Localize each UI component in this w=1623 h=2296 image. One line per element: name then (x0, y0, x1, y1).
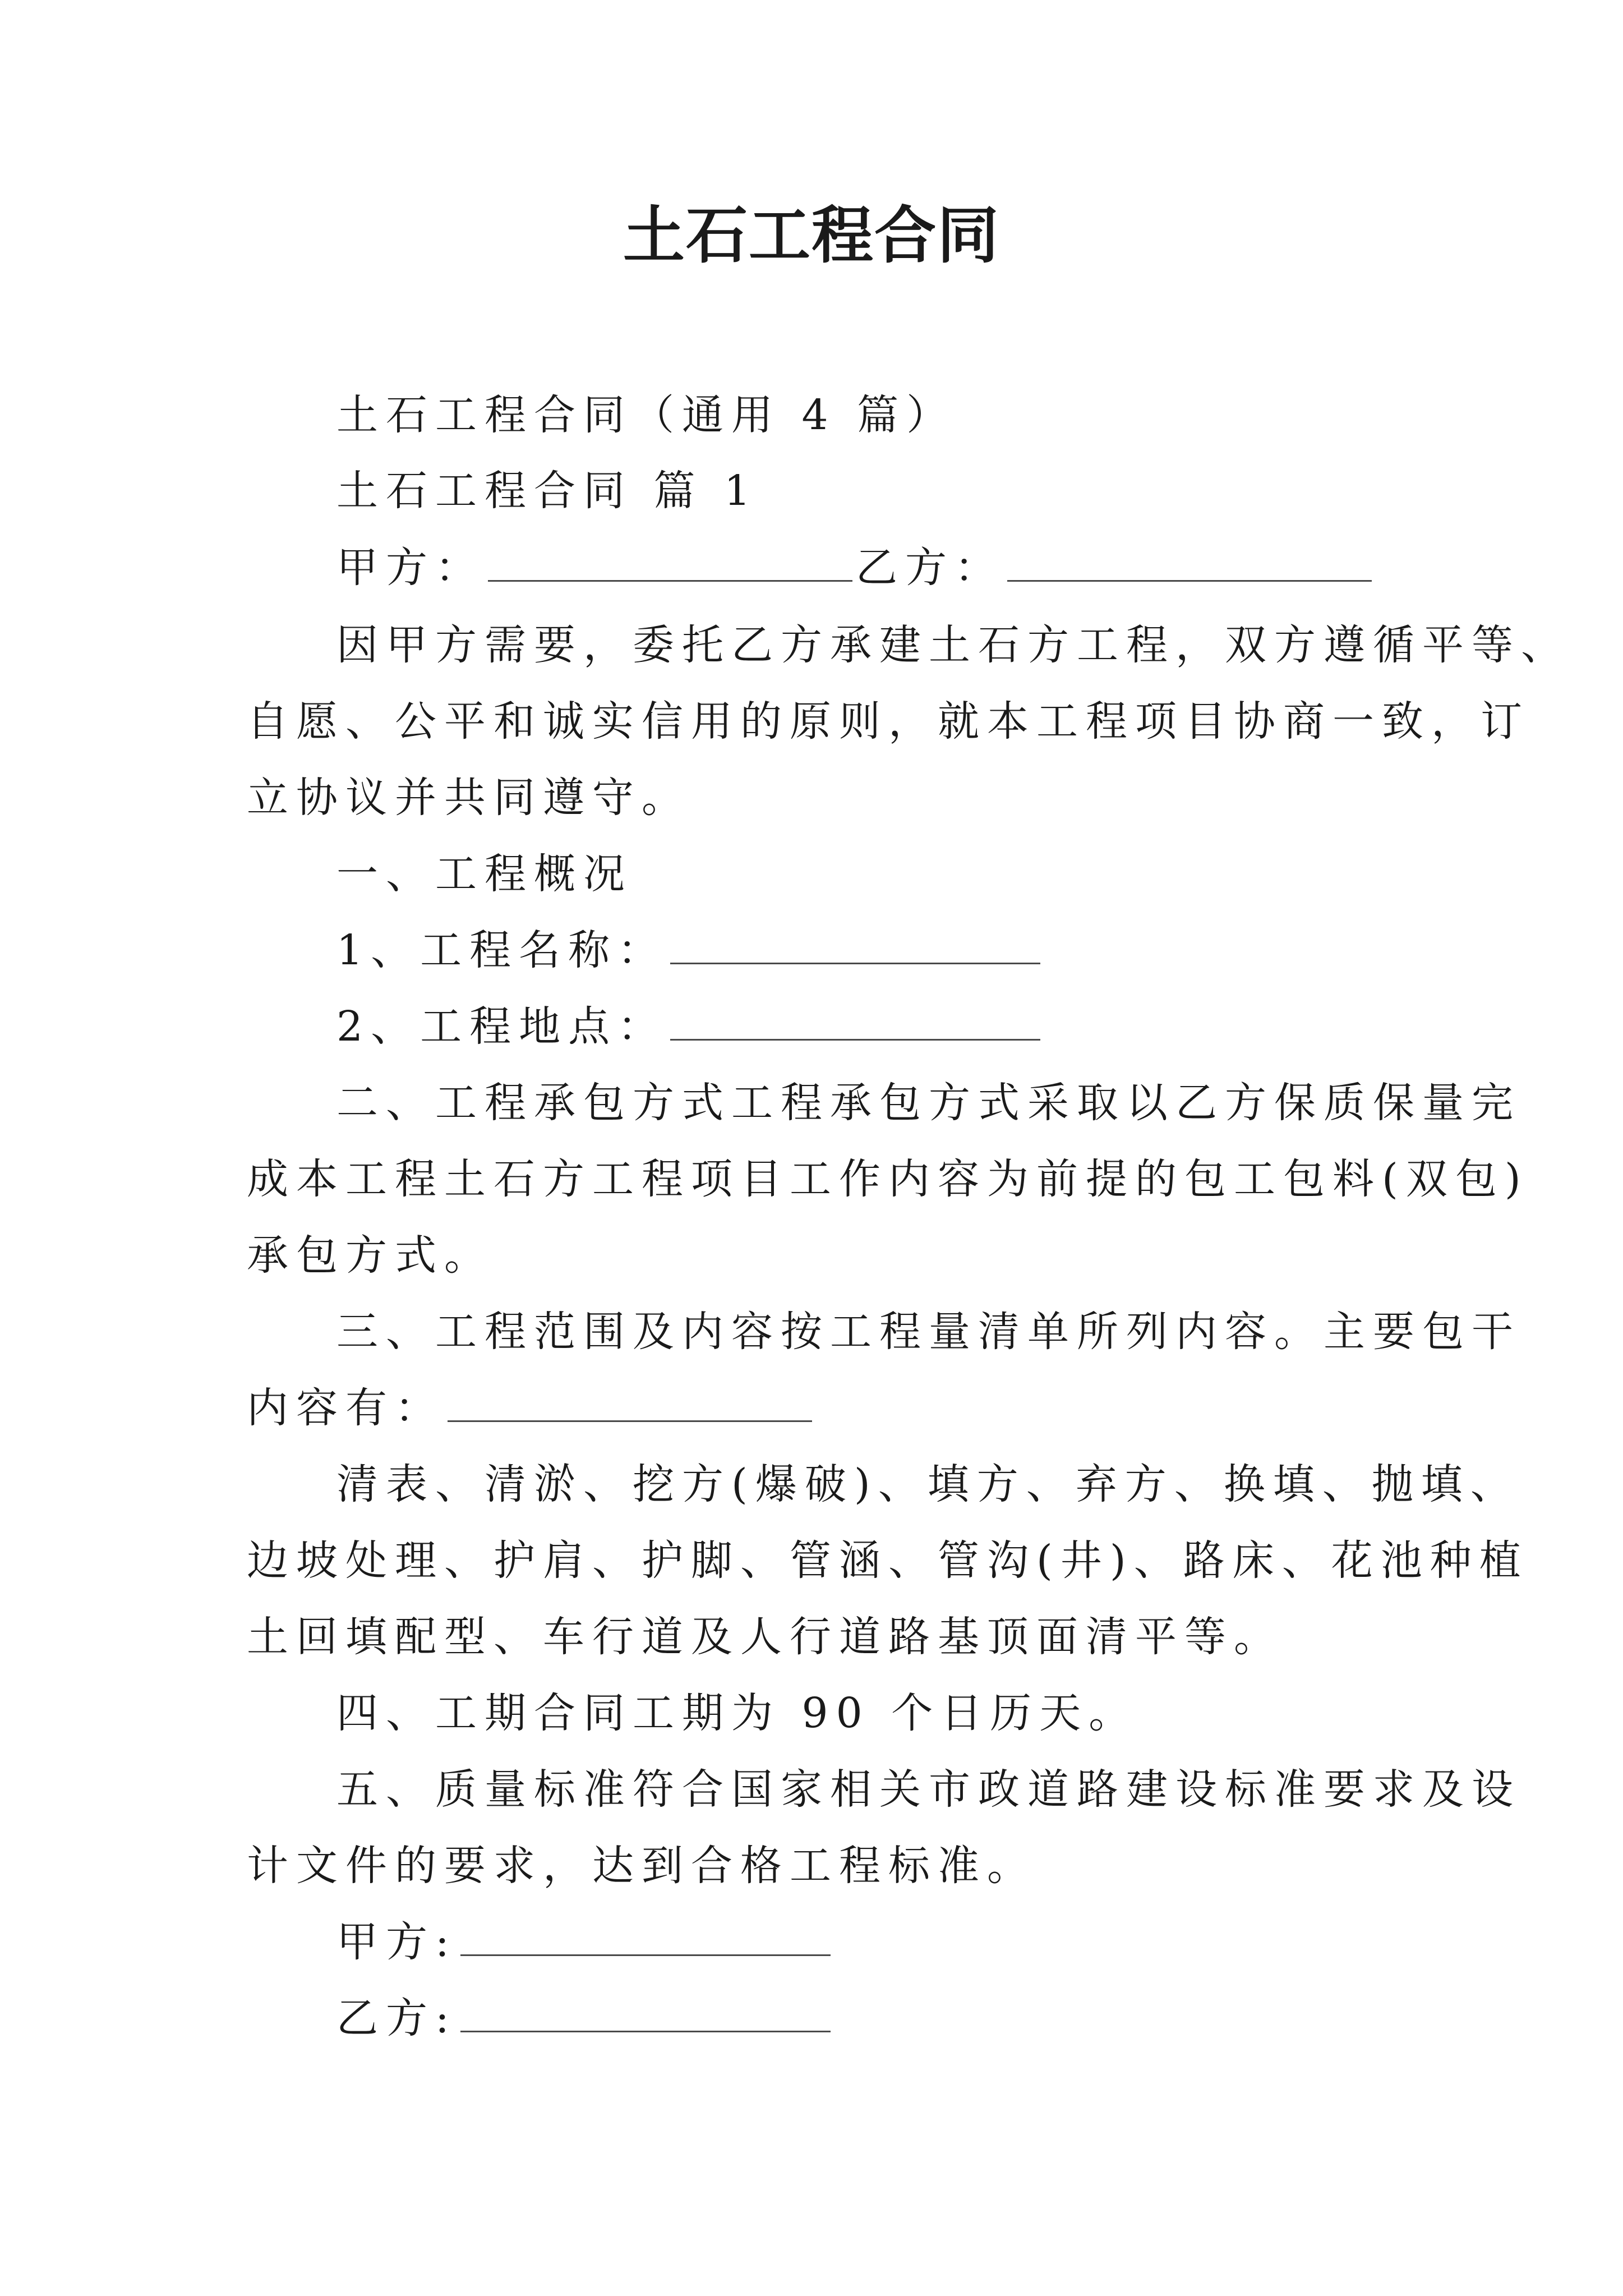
project-name-label: 1、工程名称： (336, 926, 667, 974)
signature-a-label: 甲方: (336, 1918, 457, 1966)
section-3-line-1: 三、工程范围及内容按工程量清单所列内容。主要包干 (336, 1308, 1521, 1356)
document-subtitle: 土石工程合同（通用 4 篇） (336, 391, 956, 439)
section-3-line-2 (247, 1380, 1623, 1436)
party-b-label: 乙方： (856, 544, 1004, 592)
intro-line-1: 因甲方需要，委托乙方承建土石方工程，双方遵循平等、 (336, 621, 1570, 669)
signature-a-blank (460, 1915, 831, 1956)
project-name-line (336, 922, 1623, 978)
scope-content-label: 内容有： (247, 1384, 444, 1432)
scope-line-3: 土回填配型、车行道及人行道路基顶面清平等。 (247, 1613, 1283, 1661)
signature-a-line (336, 1914, 1623, 1970)
section-1-heading: 一、工程概况 (336, 850, 633, 898)
scope-content-blank (448, 1381, 812, 1422)
project-location-blank (670, 1000, 1040, 1041)
section-2-line-2: 成本工程土石方工程项目工作内容为前提的包工包料(双包) (247, 1155, 1529, 1203)
section-2-line-3: 承包方式。 (247, 1231, 494, 1280)
project-location-line (336, 999, 1623, 1055)
scope-line-2: 边坡处理、护肩、护脚、管涵、管沟(井)、路床、花池种植 (247, 1536, 1529, 1585)
party-a-label: 甲方： (336, 544, 485, 592)
section-2-line-1: 二、工程承包方式工程承包方式采取以乙方保质保量完 (336, 1079, 1521, 1127)
section-heading: 土石工程合同 篇 1 (336, 467, 759, 515)
signature-b-label: 乙方: (336, 1994, 457, 2042)
party-b-blank (1007, 541, 1372, 582)
section-4-line-1: 四、工期合同工期为 90 个日历天。 (336, 1689, 1138, 1737)
section-5-line-2: 计文件的要求，达到合格工程标准。 (247, 1842, 1036, 1890)
signature-b-blank (460, 1991, 831, 2032)
section-5-line-1: 五、质量标准符合国家相关市政道路建设标准要求及设 (336, 1765, 1521, 1814)
signature-b-line (336, 1990, 1623, 2046)
scope-line-1: 清表、清淤、挖方(爆破)、填方、弃方、换填、抛填、 (336, 1460, 1520, 1508)
parties-line (336, 540, 1623, 596)
intro-line-2: 自愿、公平和诚实信用的原则，就本工程项目协商一致，订 (247, 697, 1530, 746)
party-a-blank (488, 541, 852, 582)
project-name-blank (670, 923, 1040, 964)
project-location-label: 2、工程地点： (336, 1002, 667, 1051)
intro-line-3: 立协议并共同遵守。 (247, 774, 691, 822)
document-title: 土石工程合同 (623, 199, 1000, 272)
